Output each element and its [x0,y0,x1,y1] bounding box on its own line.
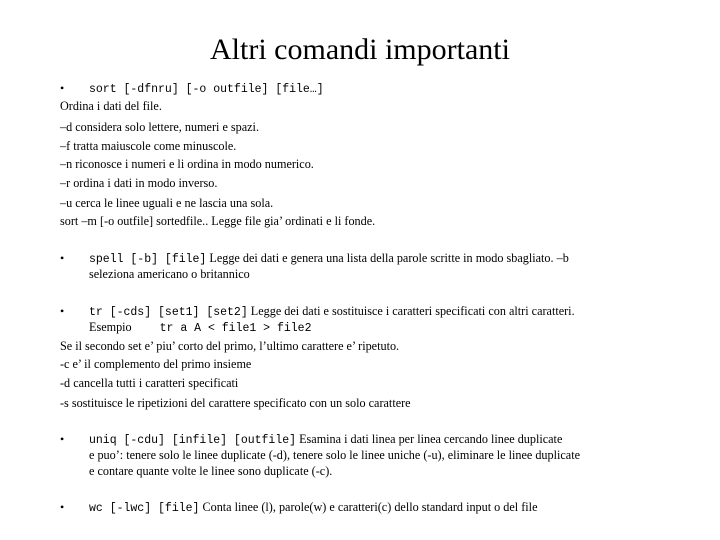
tr-line-3: Se il secondo set e’ piu’ corto del primo, l’ultimo carattere e’ ripetuto. [60,339,400,353]
spell-command: spell [-b] [file] [89,253,207,266]
uniq-line-2: e puo’: tenere solo le linee duplicate (-d), tenere solo le linee uniche (-u), eliminare le linee duplicate [89,448,581,462]
sort-line-3: –f tratta maiuscole come minuscole. [60,139,237,153]
uniq-line-3: e contare quante volte le linee sono duplicate (-c). [89,464,333,478]
wc-line-1 [89,499,537,517]
sort-command: sort [-dfnru] [-o outfile] [file…] [89,83,324,96]
tr-command: tr [-cds] [set1] [set2] [89,306,248,319]
wc-command: wc [-lwc] [file] [89,502,200,515]
tr-example-code: tr a A < file1 > file2 [159,322,312,335]
bullet-icon: • [60,81,65,95]
uniq-command: uniq [-cdu] [infile] [outfile] [89,434,297,447]
tr-example [89,319,311,337]
tr-line-4: -c e’ il complemento del primo insieme [60,357,252,371]
sort-line-1: Ordina i dati del file. [60,99,162,113]
sort-line-6: –u cerca le linee uguali e ne lascia una sola. [60,196,274,210]
bullet-icon: • [60,500,65,514]
uniq-description: Esamina i dati linea per linea cercando linee duplicate [296,432,563,446]
spell-line-2: seleziona americano o britannico [89,267,250,281]
bullet-icon: • [60,432,65,446]
tr-line-6: -s sostituisce le ripetizioni del carattere specificato con un solo carattere [60,396,411,410]
sort-line-2: –d considera solo lettere, numeri e spazi. [60,120,259,134]
sort-syntax [89,80,324,98]
spell-description: Legge dei dati e genera una lista della parole scritte in modo sbagliato. –b [206,251,569,265]
tr-line-5: -d cancella tutti i caratteri specificati [60,376,239,390]
wc-description: Conta linee (l), parole(w) e caratteri(c) dello standard input o del file [199,500,538,514]
bullet-icon: • [60,251,65,265]
sort-line-4: –n riconosce i numeri e li ordina in modo numerico. [60,157,314,171]
tr-example-label: Esempio [89,320,132,334]
sort-line-7: sort –m [-o outfile] sortedfile.. Legge file gia’ ordinati e li fonde. [60,214,376,228]
tr-description: Legge dei dati e sostituisce i caratteri specificati con altri caratteri. [247,304,575,318]
bullet-icon: • [60,304,65,318]
sort-line-5: –r ordina i dati in modo inverso. [60,176,218,190]
slide-title: Altri comandi importanti [210,33,510,66]
